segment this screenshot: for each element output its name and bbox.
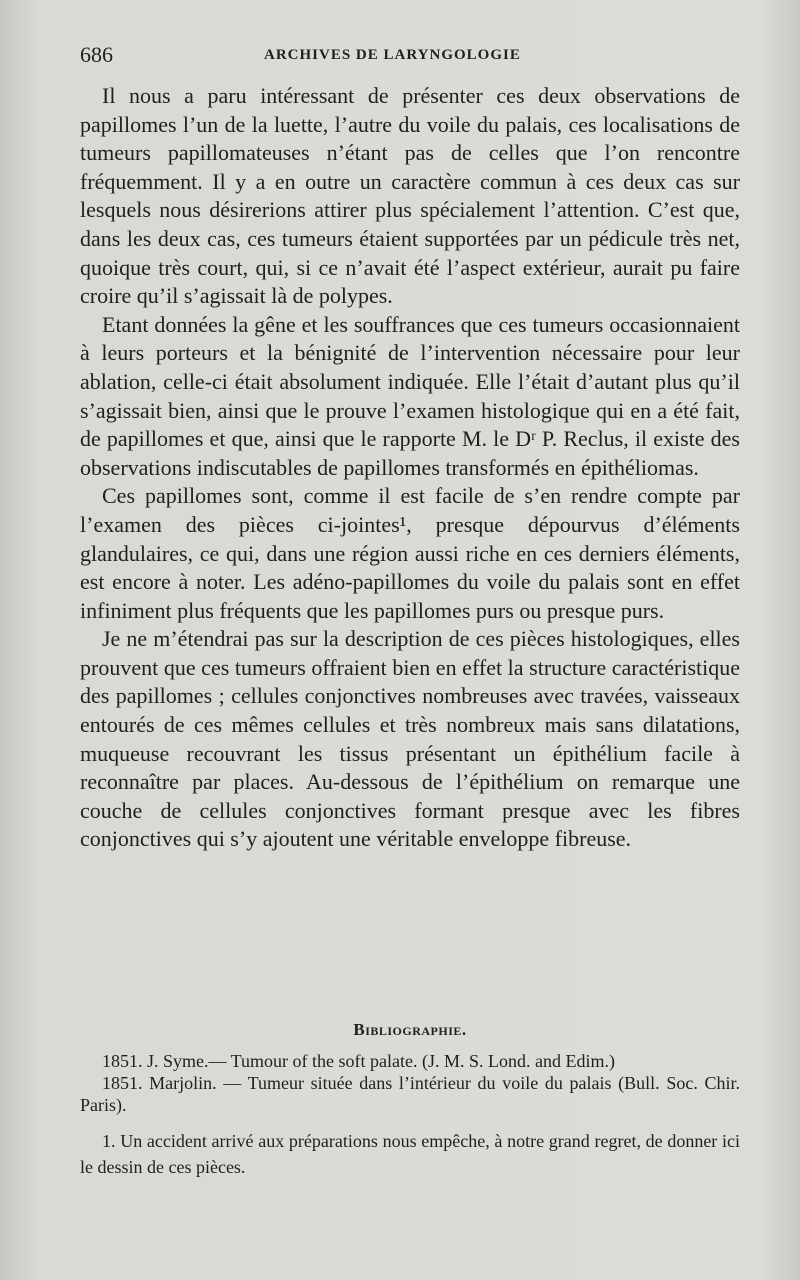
paragraph: Je ne m’étendrai pas sur la description de ces pièces histologiques, elles prouvent que ces tumeurs offraient bien en effet la structure caractéristique des papillomes ; cellules conjonctives nombreuses avec travées, vaisseaux entourés de ces mêmes cellules et très nombreux mais sans dilatations, muqueuse recouvrant les tissus présentant un épithélium facile à reconnaître par places. Au-dessous de l’épithélium on remarque une couche de cellules conjonctives formant presque avec les fibres conjonctives qui s’y ajoutent une véritable enveloppe fibreuse. [80,626,740,852]
paragraph: Ces papillomes sont, comme il est facile de s’en rendre compte par l’examen des pièces ci-jointes¹, presque dépourvus d’éléments glandulaires, ce qui, dans une région aussi riche en ces derniers éléments, est encore à noter. Les adéno-papillomes du voile du palais sont en effet infiniment plus fréquents que les papillomes purs ou presque purs. [80,483,740,623]
running-head: ARCHIVES DE LARYNGOLOGIE [264,47,521,63]
page-number: 686 [80,42,113,67]
paragraph: Il nous a paru intéressant de présenter ces deux observations de papillomes l’un de la luette, l’autre du voile du palais, ces localisations de tumeurs papillomateuses n’étant pas de celles que l’on rencontre fréquemment. Il y a en outre un caractère commun à ces deux cas sur lesquels nous désirerions attirer plus spécialement l’attention. C’est que, dans les deux cas, ces tumeurs étaient supportées par un pédicule très net, quoique très court, qui, si ce n’avait été l’aspect extérieur, aurait pu faire croire qu’il s’agissait là de polypes. [80,83,740,309]
bibliography-entry: 1851. Marjolin. — Tumeur située dans l’intérieur du voile du palais (Bull. Soc. Chir. Paris). [80,1073,740,1115]
page-header [80,42,740,70]
paragraph: Etant données la gêne et les souffrances que ces tumeurs occasionnaient à leurs porteurs et la bénignité de l’intervention nécessaire pour leur ablation, celle-ci était absolument indiquée. Elle l’était d’autant plus qu’il s’agissait bien, ainsi que le prouve l’examen histologique qui en a été fait, de papillomes et que, ainsi que le rapporte M. le Dʳ P. Reclus, il existe des observations indiscutables de papillomes transformés en épithéliomas. [80,311,740,480]
footnote-text: 1. Un accident arrivé aux préparations nous empêche, à notre grand regret, de donner ici le dessin de ces pièces. [80,1131,740,1177]
bibliography-title: Bibliographie. [353,1020,467,1039]
bibliography-list [80,1050,740,1116]
footnote [80,1128,740,1180]
bibliography-entry: 1851. J. Syme.— Tumour of the soft palate. (J. M. S. Lond. and Edim.) [102,1051,615,1071]
body-text [80,82,740,854]
